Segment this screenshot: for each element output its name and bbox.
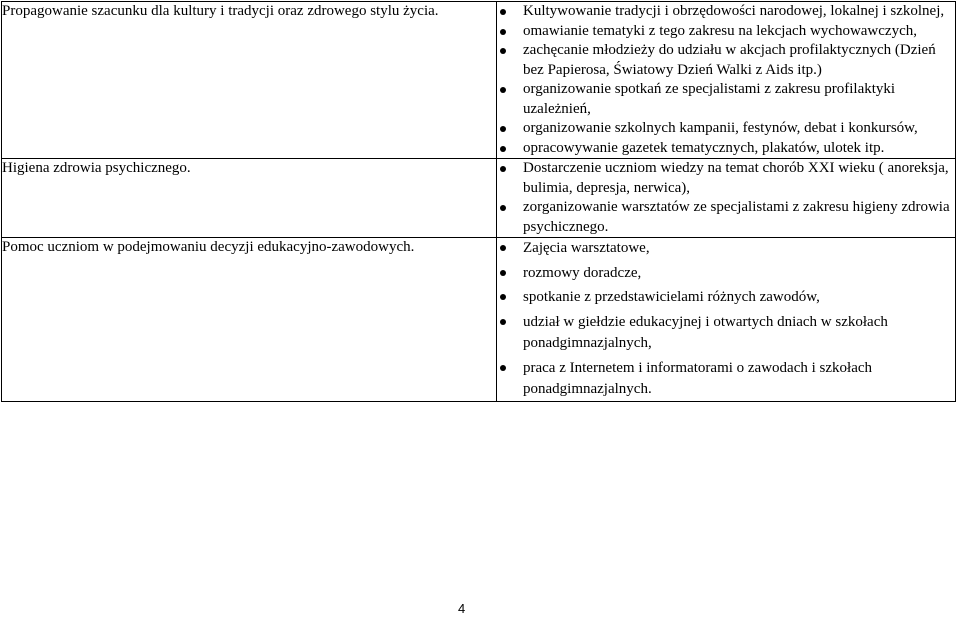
list-item	[497, 2, 955, 22]
bullet-icon	[500, 29, 506, 35]
activity-list	[497, 2, 955, 158]
topic-cell	[2, 238, 497, 402]
bullet-icon	[500, 205, 506, 211]
page-number: 4	[458, 601, 466, 616]
bullet-icon	[500, 270, 506, 276]
activities-cell	[497, 159, 956, 238]
list-item	[497, 198, 955, 237]
list-item	[497, 358, 955, 401]
activity-list	[497, 238, 955, 401]
activity-text: organizowanie spotkań ze specjalistami z zakresu profilaktyki uzależnień,	[523, 81, 896, 117]
topic-text: Higiena zdrowia psychicznego.	[2, 160, 191, 176]
list-item	[497, 119, 955, 139]
list-item	[497, 22, 955, 42]
list-item	[497, 139, 955, 159]
bullet-icon	[500, 294, 506, 300]
bullet-icon	[500, 126, 506, 132]
table-row	[2, 238, 956, 402]
list-item	[497, 238, 955, 260]
activity-text: Dostarczenie uczniom wiedzy na temat chorób XXI wieku ( anoreksja, bulimia, depresja, nerwica),	[523, 160, 949, 196]
program-table	[1, 1, 956, 402]
topic-text: Pomoc uczniom w podejmowaniu decyzji edukacyjno-zawodowych.	[2, 239, 415, 255]
activity-text: udział w giełdzie edukacyjnej i otwartych dniach w szkołach ponadgimnazjalnych,	[523, 313, 888, 351]
list-item	[497, 41, 955, 80]
bullet-icon	[500, 245, 506, 251]
activity-text: zorganizowanie warsztatów ze specjalistami z zakresu higieny zdrowia psychicznego.	[523, 199, 950, 235]
bullet-icon	[500, 9, 506, 15]
bullet-icon	[500, 87, 506, 93]
activity-text: spotkanie z przedstawicielami różnych zawodów,	[523, 289, 820, 305]
activity-text: omawianie tematyki z tego zakresu na lekcjach wychowawczych,	[523, 22, 917, 39]
list-item	[497, 159, 955, 198]
activity-text: zachęcanie młodzieży do udziału w akcjach profilaktycznych (Dzień bez Papierosa, Światowy Dzień Walki z Aids itp.)	[523, 42, 936, 78]
activity-text: Zajęcia warsztatowe,	[523, 240, 650, 256]
bullet-icon	[500, 48, 506, 54]
list-item	[497, 312, 955, 355]
list-item	[497, 287, 955, 309]
list-item	[497, 80, 955, 119]
bullet-icon	[500, 166, 506, 172]
activity-text: rozmowy doradcze,	[523, 264, 642, 281]
topic-text: Propagowanie szacunku dla kultury i tradycji oraz zdrowego stylu życia.	[2, 3, 439, 19]
activity-text: opracowywanie gazetek tematycznych, plakatów, ulotek itp.	[523, 139, 885, 156]
activities-cell	[497, 2, 956, 159]
bullet-icon	[500, 365, 506, 371]
activity-list	[497, 159, 955, 237]
activity-text: praca z Internetem i informatorami o zawodach i szkołach ponadgimnazjalnych.	[523, 359, 873, 397]
topic-cell	[2, 159, 497, 238]
activity-text: organizowanie szkolnych kampanii, festynów, debat i konkursów,	[523, 120, 918, 136]
list-item	[497, 263, 955, 285]
table-row	[2, 159, 956, 238]
activities-cell	[497, 238, 956, 402]
bullet-icon	[500, 319, 506, 325]
table-row	[2, 2, 956, 159]
bullet-icon	[500, 146, 506, 152]
topic-cell	[2, 2, 497, 159]
activity-text: Kultywowanie tradycji i obrzędowości narodowej, lokalnej i szkolnej,	[523, 3, 945, 19]
